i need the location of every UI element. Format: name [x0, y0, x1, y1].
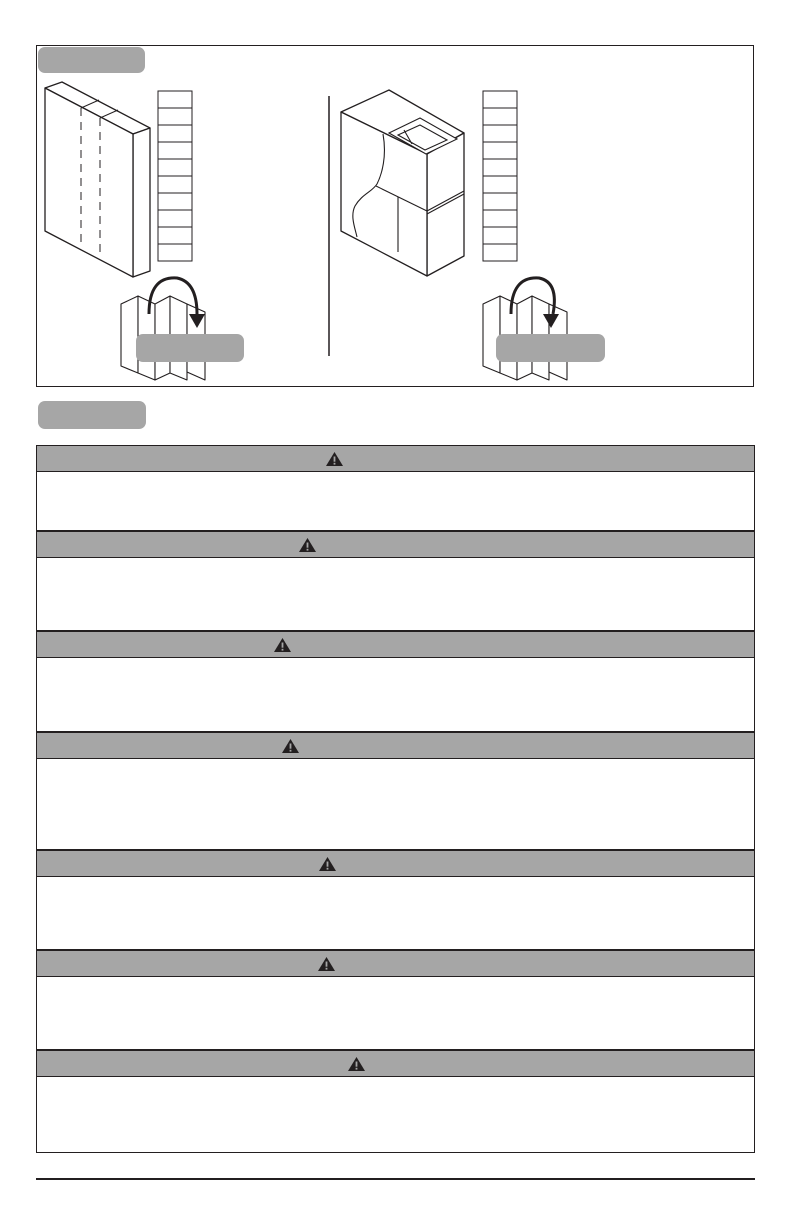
- warning-block-1: [37, 446, 754, 530]
- warning-header-7: [37, 1051, 754, 1077]
- figure-panel: [36, 45, 754, 387]
- warning-triangle-icon: [298, 537, 317, 553]
- right-box-drawing: [341, 90, 464, 276]
- warning-header-3: [37, 632, 754, 658]
- right-caption-pill: [496, 334, 605, 362]
- warning-header-4: [37, 733, 754, 759]
- warning-block-6: [37, 951, 754, 1049]
- warning-header-5: [37, 851, 754, 877]
- footer-rule: [36, 1178, 755, 1180]
- warning-header-6: [37, 951, 754, 977]
- section-pill: [38, 401, 146, 429]
- warning-block-3: [37, 632, 754, 731]
- warning-header-2: [37, 532, 754, 558]
- warning-block-7: [37, 1051, 754, 1153]
- warning-header-1: [37, 446, 754, 472]
- warning-block-5: [37, 851, 754, 949]
- warning-block-4: [37, 733, 754, 849]
- warning-triangle-icon: [317, 956, 336, 972]
- warnings-table: [36, 445, 755, 1153]
- warning-triangle-icon: [281, 738, 300, 754]
- warning-triangle-icon: [318, 856, 337, 872]
- left-caption-pill: [136, 334, 244, 362]
- warning-triangle-icon: [273, 637, 292, 653]
- left-panel-drawing: [45, 82, 150, 277]
- warning-triangle-icon: [325, 451, 344, 467]
- warning-triangle-icon: [347, 1056, 366, 1072]
- warning-block-2: [37, 532, 754, 630]
